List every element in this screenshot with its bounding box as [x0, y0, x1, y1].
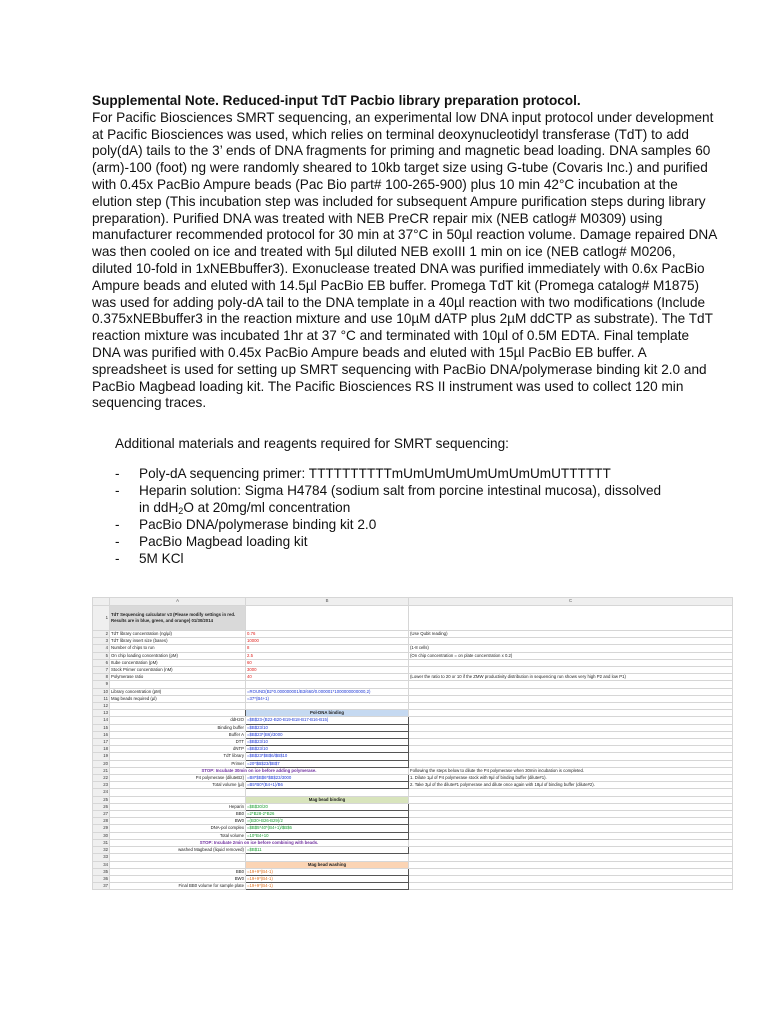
- row-number: 3: [93, 638, 110, 645]
- cell-a: STOP: Incubate 2min on ice before combining with beads.: [110, 839, 409, 846]
- row-number: 8: [93, 674, 110, 681]
- supplemental-note: [92, 93, 717, 412]
- cell-a: Final BB0 volume for sample plate: [110, 883, 246, 890]
- row-number: 25: [93, 796, 110, 803]
- row-number: 31: [93, 839, 110, 846]
- cell-a: Total volume: [110, 832, 246, 839]
- cell-c: [409, 703, 733, 710]
- cell-c: [409, 883, 733, 890]
- cell-b: =37*(B4+1): [246, 695, 409, 702]
- table-row: [93, 695, 733, 702]
- table-row: [93, 767, 733, 774]
- column-header-row: [93, 598, 733, 606]
- table-row: [93, 739, 733, 746]
- cell-a: [110, 854, 246, 861]
- row-number: 32: [93, 847, 110, 854]
- row-number: 2: [93, 631, 110, 638]
- list-item: - Heparin solution: Sigma H4784 (sodium salt from porcine intestinal mucosa), dissolved in ddH$_2$O at 20mg/ml concentration: [115, 482, 725, 516]
- cell-a: On chip loading concentration (pM): [110, 652, 246, 659]
- cell-c: [409, 825, 733, 832]
- cell-c: [409, 760, 733, 767]
- list-item: - PacBio DNA/polymerase binding kit 2.0: [115, 516, 725, 533]
- cell-b: [246, 854, 409, 861]
- cell-b: =$B$5*40*(B4+1)/$B$6: [246, 825, 409, 832]
- cell-c: [409, 796, 733, 803]
- row-number: 4: [93, 645, 110, 652]
- corner-cell: [93, 598, 110, 606]
- cell-c: [409, 753, 733, 760]
- cell-c: 1. Dilute 1µl of P4 polymerase stock with 9µl of binding buffer (dilute#1).: [409, 775, 733, 782]
- cell-a: STOP: Incubate 30min on ice before adding polymerase.: [110, 767, 409, 774]
- table-row: [93, 839, 733, 846]
- cell-c: [409, 659, 733, 666]
- row-number: 1: [93, 606, 110, 631]
- spreadsheet: [92, 597, 720, 917]
- table-row: [93, 883, 733, 890]
- cell-b: [246, 606, 409, 631]
- cell-b: 10000: [246, 638, 409, 645]
- cell-b: =$B$23*(B6)/3000: [246, 731, 409, 738]
- table-row: [93, 631, 733, 638]
- cell-c: [409, 681, 733, 688]
- cell-a: BB0: [110, 811, 246, 818]
- cell-b: Mag bead washing: [246, 861, 409, 868]
- cell-a: BW0: [110, 875, 246, 882]
- table-row: [93, 717, 733, 724]
- table-row: [93, 825, 733, 832]
- cell-b: =$B$11: [246, 847, 409, 854]
- cell-a: TdT library: [110, 753, 246, 760]
- row-number: 36: [93, 875, 110, 882]
- cell-b: [246, 789, 409, 796]
- note-title: Supplemental Note. Reduced-input TdT Pacbio library preparation protocol.: [92, 93, 581, 108]
- cell-a: TdT library insert size (bases): [110, 638, 246, 645]
- cell-c: (Use Qubit reading): [409, 631, 733, 638]
- row-number: 14: [93, 717, 110, 724]
- row-number: 35: [93, 868, 110, 875]
- table-row: [93, 731, 733, 738]
- table-row: [93, 854, 733, 861]
- cell-a: [110, 710, 246, 717]
- row-number: 19: [93, 753, 110, 760]
- cell-b: =$B$30/20: [246, 803, 409, 810]
- column-header-a: A: [110, 598, 246, 606]
- cell-a: dNTP: [110, 746, 246, 753]
- table-row: [93, 746, 733, 753]
- table-row: [93, 775, 733, 782]
- table-row: [93, 832, 733, 839]
- cell-c: (On chip concentration = on plate concentration x 0.2): [409, 652, 733, 659]
- table-row: [93, 638, 733, 645]
- cell-c: [409, 739, 733, 746]
- materials-intro: Additional materials and reagents required for SMRT sequencing:: [115, 436, 509, 451]
- cell-a: BB0: [110, 868, 246, 875]
- cell-c: [409, 717, 733, 724]
- cell-c: [409, 832, 733, 839]
- cell-b: =ROUND(B2*0.000000001/B3/660/0.000001*1000000000000,2): [246, 688, 409, 695]
- cell-b: =2*B28-2*B26: [246, 811, 409, 818]
- cell-b: =10*B4+10: [246, 832, 409, 839]
- table-row: [93, 652, 733, 659]
- table-row: [93, 710, 733, 717]
- cell-a: [110, 796, 246, 803]
- list-item: - 5M KCl: [115, 550, 725, 567]
- row-number: 33: [93, 854, 110, 861]
- cell-b: 40: [246, 674, 409, 681]
- cell-c: [409, 789, 733, 796]
- cell-c: [409, 811, 733, 818]
- table-row: [93, 796, 733, 803]
- cell-a: Heparin: [110, 803, 246, 810]
- cell-c: [409, 710, 733, 717]
- cell-b: 2.5: [246, 652, 409, 659]
- table-row: [93, 861, 733, 868]
- cell-c: [409, 667, 733, 674]
- cell-b: =19+9*(B4-1): [246, 875, 409, 882]
- row-number: 22: [93, 775, 110, 782]
- table-row: [93, 659, 733, 666]
- table-row: [93, 645, 733, 652]
- row-number: 27: [93, 811, 110, 818]
- row-number: 37: [93, 883, 110, 890]
- table-row: [93, 606, 733, 631]
- column-header-b: B: [246, 598, 409, 606]
- cell-a: Binding buffer: [110, 724, 246, 731]
- spreadsheet-table: [92, 597, 733, 890]
- cell-b: 60: [246, 659, 409, 666]
- cell-c: [409, 839, 733, 846]
- cell-a: ddH2O: [110, 717, 246, 724]
- row-number: 11: [93, 695, 110, 702]
- cell-b: =19+9*(B4-1): [246, 883, 409, 890]
- table-row: [93, 753, 733, 760]
- table-row: [93, 674, 733, 681]
- cell-b: =$B$23/10: [246, 746, 409, 753]
- cell-a: [110, 681, 246, 688]
- row-number: 21: [93, 767, 110, 774]
- cell-a: P4 polymerase (diluteB2): [110, 775, 246, 782]
- cell-a: TdT Sequencing calculator v3 (Please modify settings in red. Results are in blue, green, and orange) 01/30/2014: [110, 606, 246, 631]
- table-row: [93, 760, 733, 767]
- note-body: For Pacific Biosciences SMRT sequencing, an experimental low DNA input protocol under development at Pacific Biosciences was used, which relies on terminal deoxynucleotidyl transferase (TdT) to add poly(dA) tails to the 3’ ends of DNA fragments for priming and magnetic bead loading. DNA samples 60 (arm)-100 (foot) ng were randomly sheared to 10kb target size using G-tube (Covaris Inc.) and purified with 0.45x PacBio Ampure beads (Pac Bio part# 100-265-900) plus 10 min 42°C incubation at the elution step (This incubation step was included for subsequent Ampure purification steps during library preparation). Purified DNA was treated with NEB PreCR repair mix (NEB catlog# M0309) using manufacturer recommended protocol for 30 min at 37°C in 50µl reaction volume. Damage repaired DNA was then cooled on ice and treated with 5µl diluted NEB exoIII 1 min on ice (NEB catlog# M0206, diluted 10-fold in 1xNEBbuffer3). Exonuclease treated DNA was purified immediately with 0.6x PacBio Ampure beads and eluted with 14.5µl PacBio EB buffer. Promega TdT kit (Promega catalog# M1875) was used for adding poly-dA tail to the DNA template in a 40µl reaction with two modifications (Include 0.375xNEBbuffer3 in the reaction mixture and use 10µM dATP plus 2µM ddCTP as substrate). The TdT reaction mixture was incubated 1hr at 37 °C and terminated with 10µl of 0.5M EDTA. Final template DNA was purified with 0.45x PacBio Ampure beads and eluted with 15µl PacBio EB buffer. A spreadsheet is used for setting up SMRT sequencing with PacBio DNA/polymerase binding kit 2.0 and PacBio Magbead loading kit. The Pacific Biosciences RS II instrument was used to collect 120 min sequencing traces.: [92, 109, 717, 411]
- row-number: 6: [93, 659, 110, 666]
- table-row: [93, 667, 733, 674]
- cell-c: [409, 724, 733, 731]
- cell-a: Mag beads required (µl): [110, 695, 246, 702]
- cell-b: 0.76: [246, 631, 409, 638]
- cell-b: =B8*$B$6*$B$23/3000: [246, 775, 409, 782]
- cell-a: Polymerase ratio: [110, 674, 246, 681]
- table-row: [93, 868, 733, 875]
- row-number: 15: [93, 724, 110, 731]
- cell-c: 2. Take 3µl of the dilute#1 polymerase and dilute once again with 18µl of binding buffer (dilute#2).: [409, 782, 733, 789]
- row-number: 12: [93, 703, 110, 710]
- cell-c: [409, 803, 733, 810]
- table-row: [93, 847, 733, 854]
- cell-c: (Lower the ratio to 20 or 10 if the ZMW productivity distribution in sequencing run shows very high P2 and low P1): [409, 674, 733, 681]
- row-number: 26: [93, 803, 110, 810]
- row-number: 7: [93, 667, 110, 674]
- list-item: - PacBio Magbead loading kit: [115, 533, 725, 550]
- cell-a: [110, 789, 246, 796]
- table-row: [93, 782, 733, 789]
- cell-c: [409, 818, 733, 825]
- row-number: 9: [93, 681, 110, 688]
- cell-b: Mag bead binding: [246, 796, 409, 803]
- cell-a: BW0: [110, 818, 246, 825]
- cell-a: DNA-pol complex: [110, 825, 246, 832]
- column-header-c: C: [409, 598, 733, 606]
- table-row: [93, 703, 733, 710]
- cell-a: Number of chips to run: [110, 645, 246, 652]
- cell-a: Primer: [110, 760, 246, 767]
- cell-b: [246, 703, 409, 710]
- cell-b: =(B30+B26-B29)/2: [246, 818, 409, 825]
- cell-b: =$B$23/10: [246, 739, 409, 746]
- cell-a: TdT library concentration (ng/µl): [110, 631, 246, 638]
- row-number: 20: [93, 760, 110, 767]
- cell-c: [409, 731, 733, 738]
- cell-b: =$B$23*$B$6/$B$10: [246, 753, 409, 760]
- cell-b: =20*$B$23/$B$7: [246, 760, 409, 767]
- cell-b: Pol-DNA binding: [246, 710, 409, 717]
- row-number: 29: [93, 825, 110, 832]
- table-row: [93, 875, 733, 882]
- table-row: [93, 789, 733, 796]
- cell-b: 3000: [246, 667, 409, 674]
- table-row: [93, 724, 733, 731]
- row-number: 13: [93, 710, 110, 717]
- row-number: 28: [93, 818, 110, 825]
- cell-c: (1-8 cells): [409, 645, 733, 652]
- row-number: 16: [93, 731, 110, 738]
- cell-b: [246, 681, 409, 688]
- row-number: 5: [93, 652, 110, 659]
- cell-c: [409, 875, 733, 882]
- row-number: 24: [93, 789, 110, 796]
- cell-a: Library concentration (pM): [110, 688, 246, 695]
- cell-c: [409, 695, 733, 702]
- table-row: [93, 811, 733, 818]
- cell-b: =$B$23/10: [246, 724, 409, 731]
- cell-b: =19+9*(B4-1): [246, 868, 409, 875]
- cell-a: Total volume (µl): [110, 782, 246, 789]
- list-item: - Poly-dA sequencing primer: TTTTTTTTTTmUmUmUmUmUmUmUmUTTTTTT: [115, 465, 725, 482]
- cell-c: Following the steps below to dilute the P4 polymerase when 30min incubation is completed.: [409, 767, 733, 774]
- row-number: 10: [93, 688, 110, 695]
- materials-list: [115, 465, 725, 567]
- cell-c: [409, 746, 733, 753]
- cell-c: [409, 868, 733, 875]
- cell-b: =$B$23-(B22-B20-B19-B18-B17-B16-B15): [246, 717, 409, 724]
- cell-c: [409, 861, 733, 868]
- cell-c: [409, 606, 733, 631]
- table-row: [93, 688, 733, 695]
- cell-c: [409, 854, 733, 861]
- cell-a: washed Magbead (liquid removed): [110, 847, 246, 854]
- table-row: [93, 818, 733, 825]
- cell-a: [110, 703, 246, 710]
- cell-a: Stock Primer concentration (nM): [110, 667, 246, 674]
- table-row: [93, 803, 733, 810]
- row-number: 18: [93, 746, 110, 753]
- cell-b: =B5*B0*(B4+1)/B6: [246, 782, 409, 789]
- cell-c: [409, 638, 733, 645]
- row-number: 23: [93, 782, 110, 789]
- row-number: 34: [93, 861, 110, 868]
- cell-c: [409, 847, 733, 854]
- row-number: 17: [93, 739, 110, 746]
- row-number: 30: [93, 832, 110, 839]
- cell-a: Itube concentration (pM): [110, 659, 246, 666]
- cell-a: [110, 861, 246, 868]
- cell-c: [409, 688, 733, 695]
- cell-b: 8: [246, 645, 409, 652]
- cell-a: Buffer A: [110, 731, 246, 738]
- table-row: [93, 681, 733, 688]
- cell-a: DTT: [110, 739, 246, 746]
